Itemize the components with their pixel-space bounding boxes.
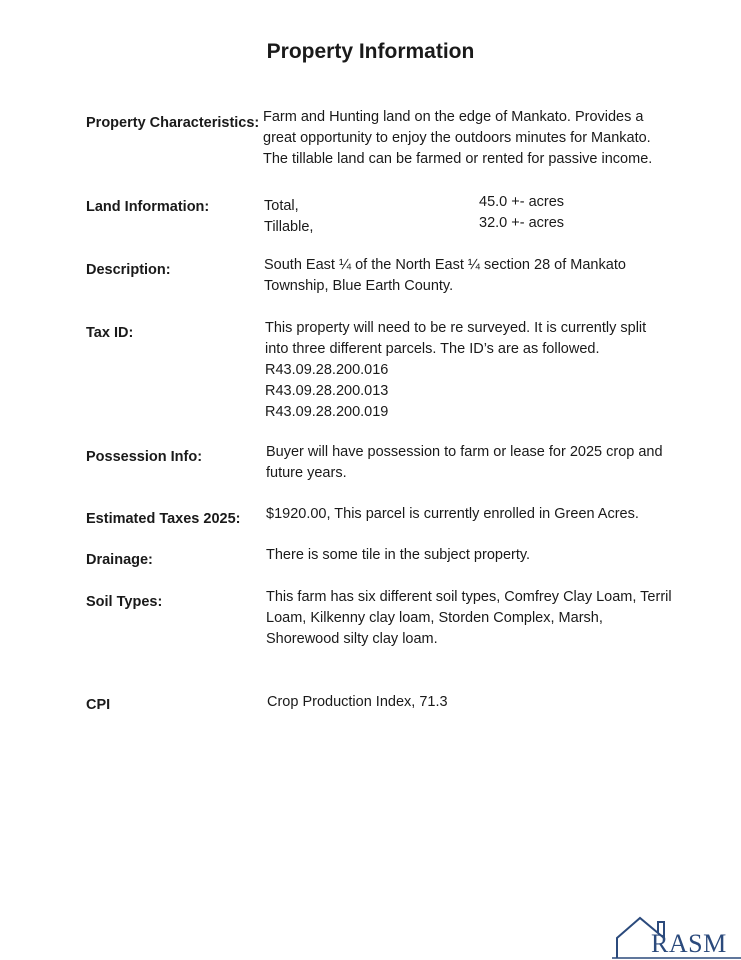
- text-line: Buyer will have possession to farm or lease for 2025 crop and: [266, 444, 663, 460]
- land-tillable-value: 32.0 +- acres: [479, 215, 565, 231]
- text-line: Crop Production Index, 71.3: [267, 694, 448, 710]
- value-property-characteristics: [263, 107, 652, 170]
- text-line: There is some tile in the subject property.: [266, 547, 531, 563]
- text-line: Shorewood silty clay loam.: [266, 631, 438, 647]
- value-cpi: [267, 692, 448, 713]
- value-soil-types: [266, 587, 672, 650]
- value-estimated-taxes: [266, 504, 639, 525]
- tax-id-number: R43.09.28.200.019: [265, 404, 389, 420]
- value-drainage: [266, 545, 530, 566]
- value-possession-info: [266, 442, 663, 484]
- text-line: This farm has six different soil types, Comfrey Clay Loam, Terril: [266, 589, 672, 605]
- text-line: $1920.00, This parcel is currently enrolled in Green Acres.: [266, 506, 639, 522]
- label-land-information: Land Information:: [86, 199, 210, 215]
- value-tax-id: [265, 318, 646, 423]
- land-tillable-name: Tillable,: [264, 219, 314, 235]
- land-total-value: 45.0 +- acres: [479, 194, 565, 210]
- tax-id-number: R43.09.28.200.013: [265, 383, 389, 399]
- text-line: Loam, Kilkenny clay loam, Storden Complex, Marsh,: [266, 610, 603, 626]
- text-line: Farm and Hunting land on the edge of Mankato. Provides a: [263, 109, 644, 125]
- text-line: Township, Blue Earth County.: [264, 278, 454, 294]
- land-total-name: Total,: [264, 198, 299, 214]
- text-line: future years.: [266, 465, 347, 481]
- label-property-characteristics: Property Characteristics:: [86, 115, 260, 131]
- rasm-logo-text: RASM: [651, 929, 727, 958]
- text-line: South East ¼ of the North East ¼ section 28 of Mankato: [264, 257, 626, 273]
- label-drainage: Drainage:: [86, 552, 153, 568]
- label-cpi: CPI: [86, 697, 111, 713]
- text-line: This property will need to be re surveyed. It is currently split: [265, 320, 647, 336]
- text-line: The tillable land can be farmed or rented for passive income.: [263, 151, 653, 167]
- label-description: Description:: [86, 262, 171, 278]
- text-line: into three different parcels. The ID’s are as followed.: [265, 341, 600, 357]
- page-title: Property Information: [266, 40, 475, 63]
- label-soil-types: Soil Types:: [86, 594, 163, 610]
- value-description: [264, 255, 626, 297]
- label-tax-id: Tax ID:: [86, 325, 134, 341]
- text-line: great opportunity to enjoy the outdoors minutes for Mankato.: [263, 130, 651, 146]
- tax-id-number: R43.09.28.200.016: [265, 362, 389, 378]
- label-estimated-taxes: Estimated Taxes 2025:: [86, 511, 241, 527]
- label-possession-info: Possession Info:: [86, 449, 203, 465]
